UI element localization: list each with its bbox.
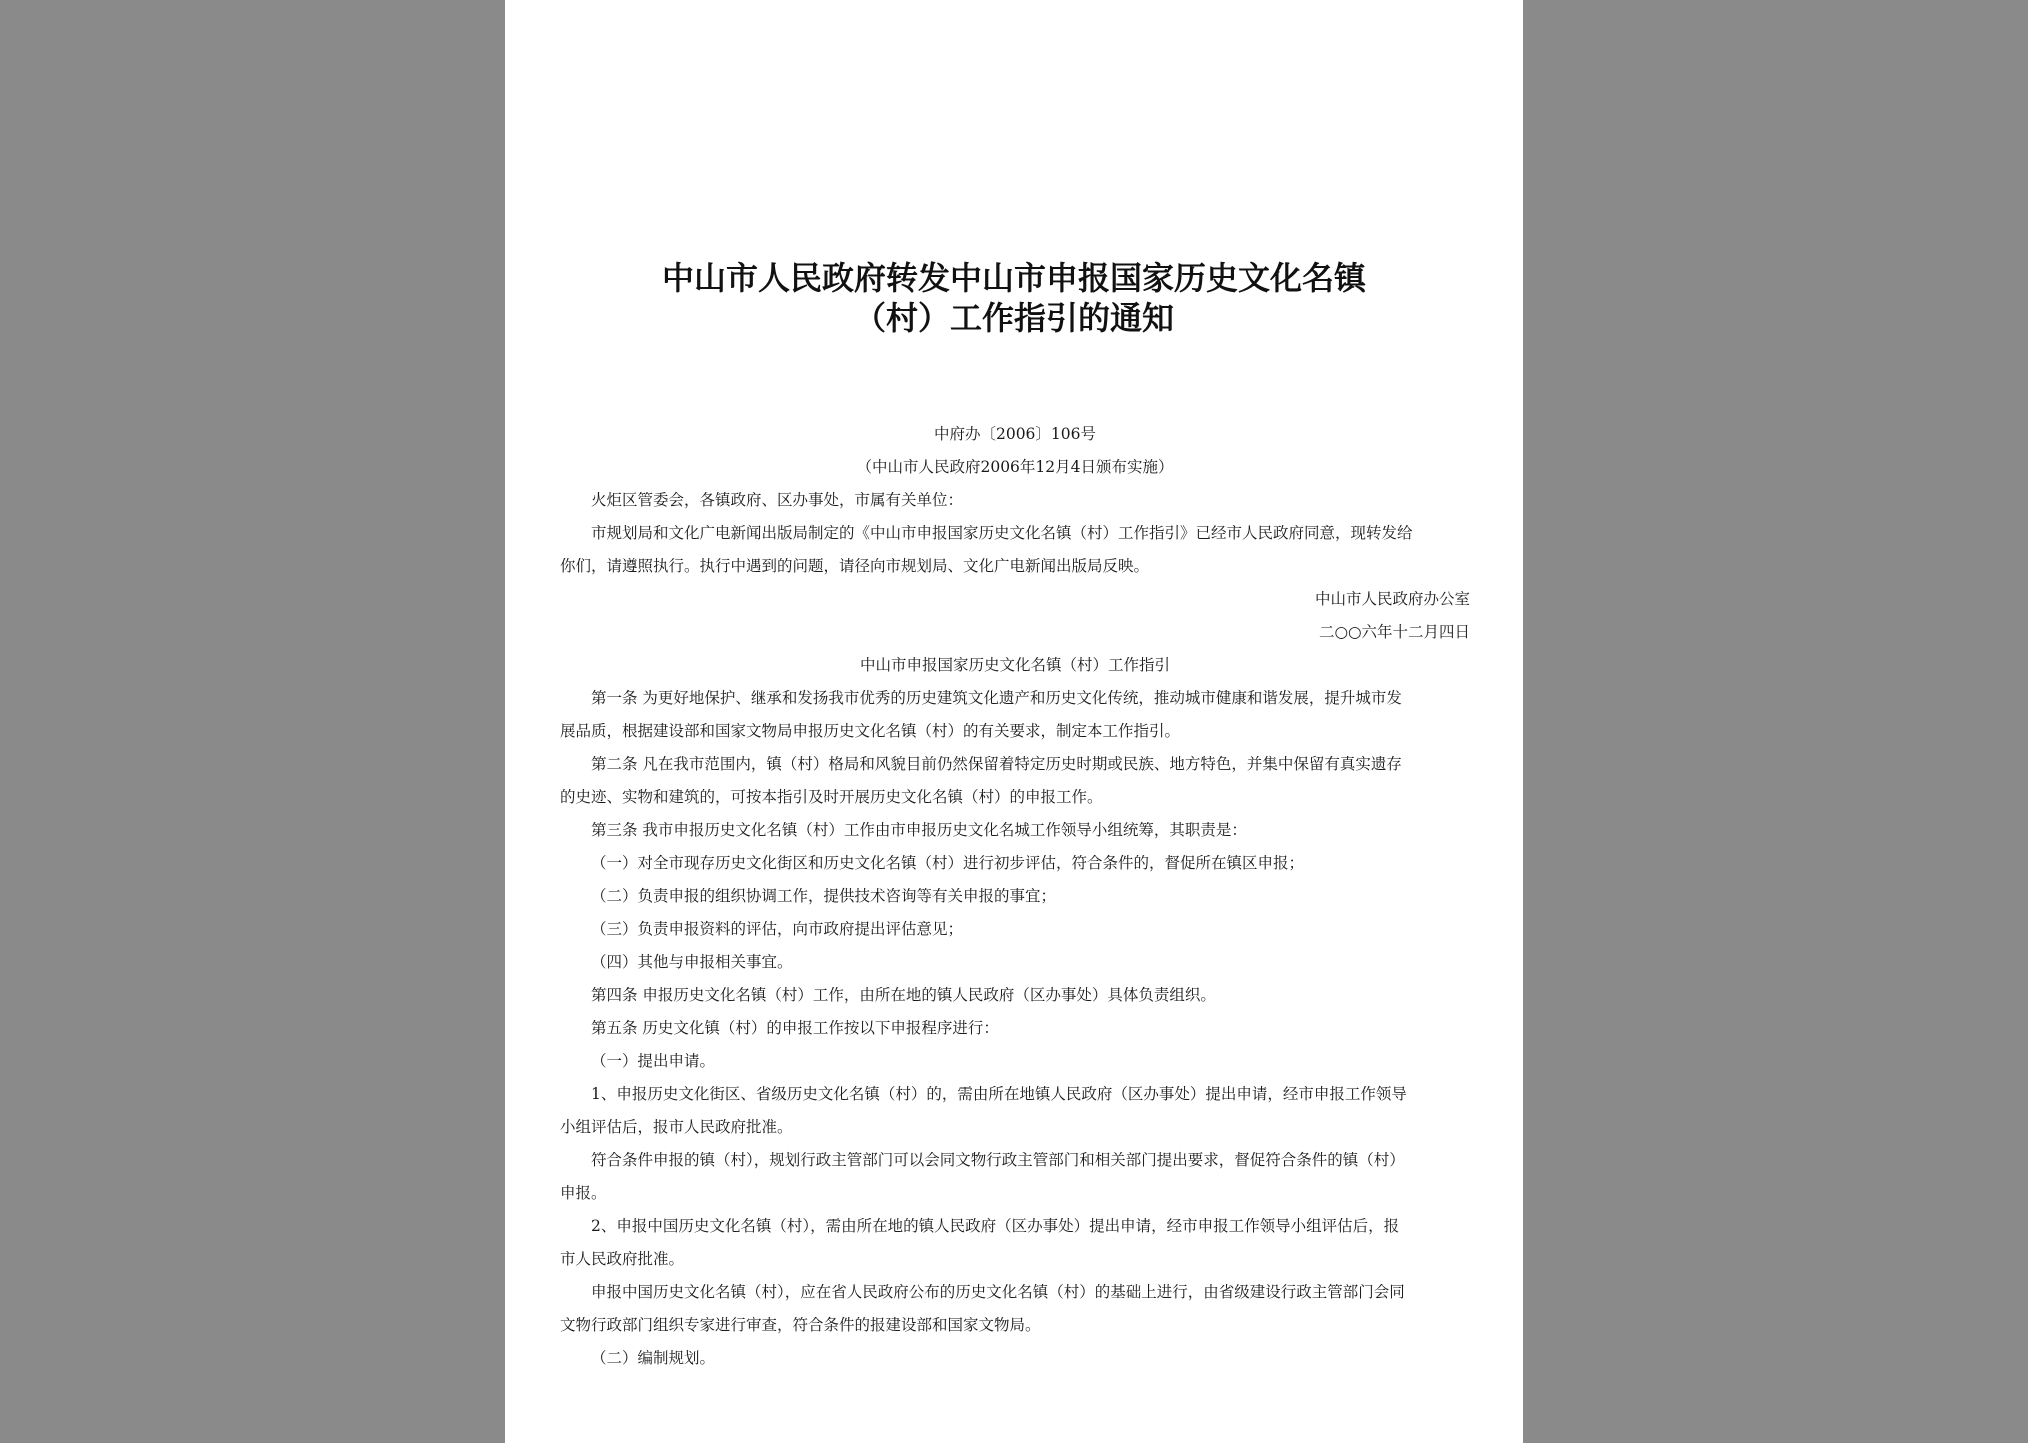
text-line: （二）编制规划。 xyxy=(591,1349,716,1367)
text-line: 市人民政府批准。 xyxy=(560,1250,685,1268)
text-line: 符合条件申报的镇（村），规划行政主管部门可以会同文物行政主管部门和相关部门提出要求，督促符合条件的镇（村） xyxy=(591,1151,1405,1169)
text-line: 文物行政部门组织专家进行审查，符合条件的报建设部和国家文物局。 xyxy=(560,1316,1041,1334)
text-line: 第二条 凡在我市范围内，镇（村）格局和风貌目前仍然保留着特定历史时期或民族、地方特色，并集中保留有真实遗存 xyxy=(591,755,1402,773)
text-line: 中山市人民政府办公室 xyxy=(1314,590,1470,608)
text-line: 展品质，根据建设部和国家文物局申报历史文化名镇（村）的有关要求，制定本工作指引。 xyxy=(560,722,1181,740)
text-line: 小组评估后，报市人民政府批准。 xyxy=(560,1118,793,1136)
text-line: 第一条 为更好地保护、继承和发扬我市优秀的历史建筑文化遗产和历史文化传统，推动城市健康和谐发展，提升城市发 xyxy=(591,689,1402,707)
text-line: 中府办〔2006〕106号 xyxy=(933,425,1097,443)
text-line: 1、申报历史文化街区、省级历史文化名镇（村）的，需由所在地镇人民政府（区办事处）提出申请，经市申报工作领导 xyxy=(591,1085,1407,1103)
text-line: （四）其他与申报相关事宜。 xyxy=(591,953,793,971)
title-line: （村）工作指引的通知 xyxy=(853,299,1174,337)
text-line: （二）负责申报的组织协调工作，提供技术咨询等有关申报的事宜； xyxy=(591,887,1057,905)
text-line: 申报。 xyxy=(560,1184,607,1202)
document-title xyxy=(505,258,1523,338)
text-line: （中山市人民政府2006年12月4日颁布实施） xyxy=(856,458,1174,476)
title-line: 中山市人民政府转发中山市申报国家历史文化名镇 xyxy=(661,259,1366,297)
text-line: 第四条 申报历史文化名镇（村）工作，由所在地的镇人民政府（区办事处）具体负责组织。 xyxy=(591,986,1216,1004)
text-line: 第五条 历史文化镇（村）的申报工作按以下申报程序进行： xyxy=(591,1019,999,1037)
text-line: 第三条 我市申报历史文化名镇（村）工作由市申报历史文化名城工作领导小组统筹，其职责是： xyxy=(591,821,1247,839)
document-page xyxy=(505,0,1523,1443)
text-line: 中山市申报国家历史文化名镇（村）工作指引 xyxy=(859,656,1170,674)
text-line: 市规划局和文化广电新闻出版局制定的《中山市申报国家历史文化名镇（村）工作指引》已经市人民政府同意，现转发给 xyxy=(591,524,1413,542)
document-body xyxy=(560,418,1470,1375)
text-line: （一）提出申请。 xyxy=(591,1052,716,1070)
text-line: 火炬区管委会，各镇政府、区办事处，市属有关单位： xyxy=(591,491,964,509)
text-line: 申报中国历史文化名镇（村），应在省人民政府公布的历史文化名镇（村）的基础上进行，由省级建设行政主管部门会同 xyxy=(591,1283,1405,1301)
text-line: 二○○六年十二月四日 xyxy=(1318,623,1470,641)
text-line: 2、申报中国历史文化名镇（村），需由所在地的镇人民政府（区办事处）提出申请，经市申报工作领导小组评估后，报 xyxy=(591,1217,1400,1235)
text-line: （一）对全市现存历史文化街区和历史文化名镇（村）进行初步评估，符合条件的，督促所在镇区申报； xyxy=(591,854,1305,872)
text-line: 的史迹、实物和建筑的，可按本指引及时开展历史文化名镇（村）的申报工作。 xyxy=(560,788,1103,806)
text-line: 你们，请遵照执行。执行中遇到的问题，请径向市规划局、文化广电新闻出版局反映。 xyxy=(560,557,1150,575)
text-line: （三）负责申报资料的评估，向市政府提出评估意见； xyxy=(591,920,964,938)
